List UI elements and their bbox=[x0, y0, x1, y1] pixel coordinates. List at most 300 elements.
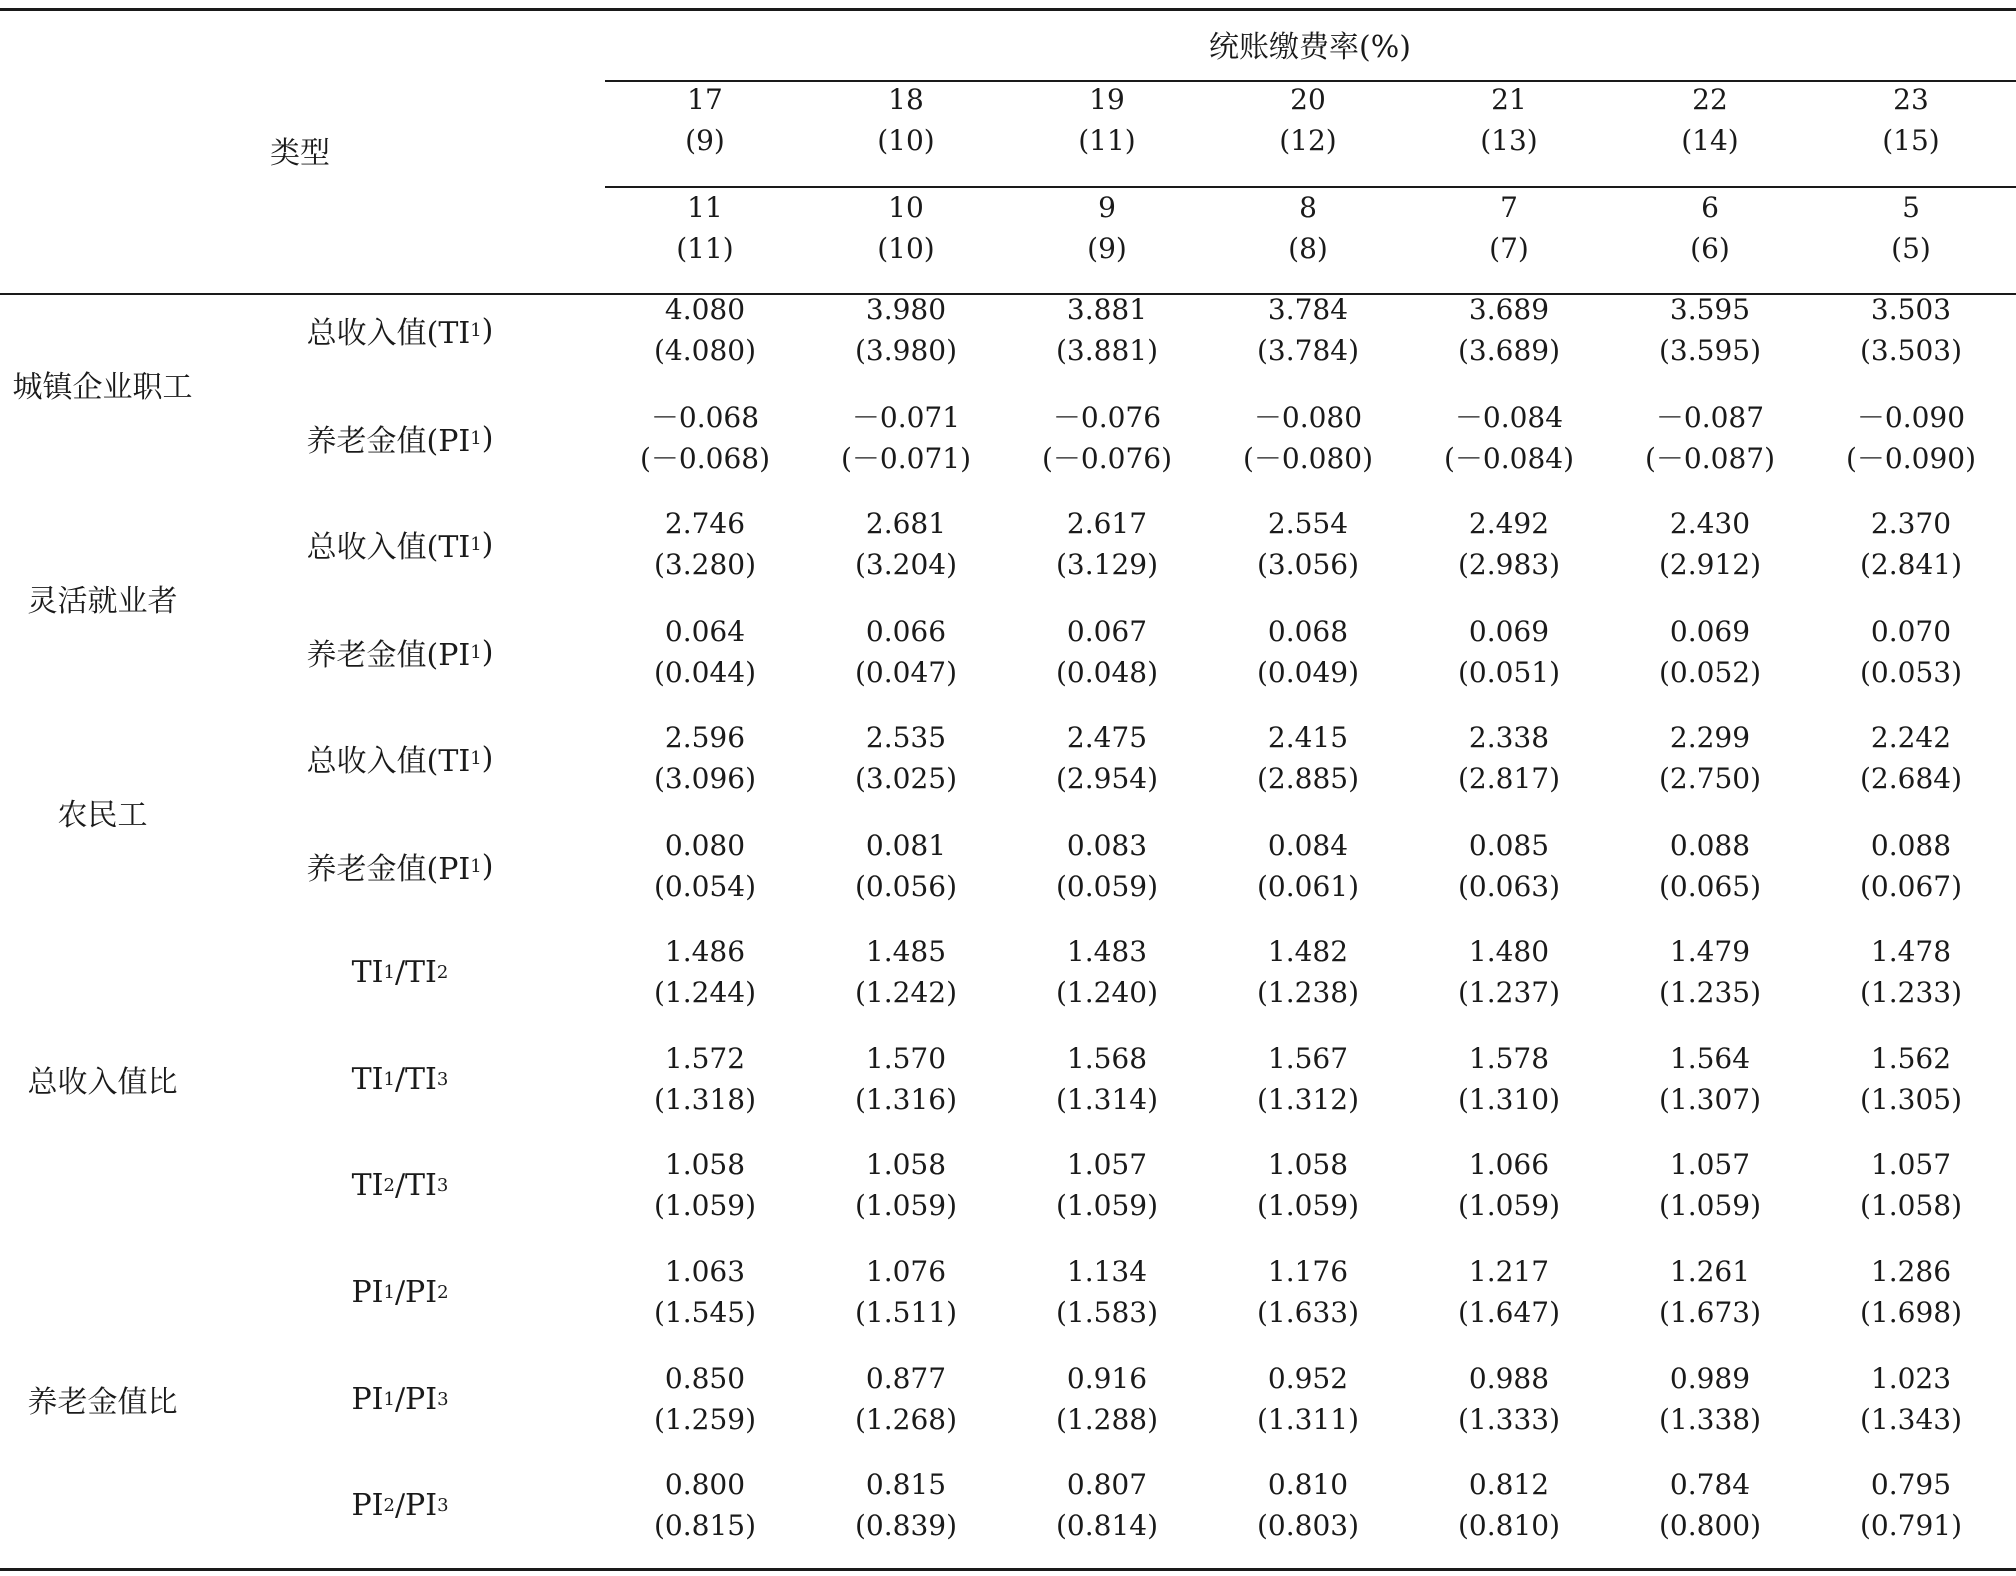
row-label: 养老金值(PI 1 ) bbox=[306, 634, 494, 673]
data-cell-value: 1.486 bbox=[664, 935, 746, 968]
data-cell bbox=[1615, 288, 1805, 372]
data-cell-paren-value: (2.983) bbox=[1457, 548, 1560, 581]
data-cell-value: 0.850 bbox=[664, 1362, 746, 1395]
data-cell-paren-value: (0.814) bbox=[1055, 1509, 1158, 1542]
data-cell bbox=[811, 1463, 1001, 1547]
data-cell bbox=[1615, 930, 1805, 1014]
data-cell bbox=[1816, 824, 2006, 908]
data-cell bbox=[811, 610, 1001, 694]
rate-header-cell-paren-value: (9) bbox=[685, 124, 725, 157]
data-cell-value: 0.877 bbox=[865, 1362, 947, 1395]
data-cell-paren-value: (1.237) bbox=[1457, 976, 1560, 1009]
rate-header-cell-value: 8 bbox=[1299, 191, 1317, 224]
rate-header-cell-value: 17 bbox=[687, 83, 723, 116]
data-cell bbox=[1213, 1037, 1403, 1121]
rate-header-cell bbox=[1012, 78, 1202, 162]
data-cell bbox=[811, 1250, 1001, 1334]
data-cell bbox=[1414, 1463, 1604, 1547]
data-cell bbox=[1414, 610, 1604, 694]
data-cell-value: 2.430 bbox=[1669, 507, 1751, 540]
data-cell bbox=[1816, 1357, 2006, 1441]
data-cell-value: 0.812 bbox=[1468, 1468, 1550, 1501]
data-cell-value: 1.478 bbox=[1870, 935, 1952, 968]
data-cell-paren-value: (0.065) bbox=[1658, 870, 1761, 903]
data-cell-value: 0.088 bbox=[1669, 829, 1751, 862]
data-cell-paren-value: (1.338) bbox=[1658, 1403, 1761, 1436]
data-cell-paren-value: (1.235) bbox=[1658, 976, 1761, 1009]
data-cell bbox=[1816, 930, 2006, 1014]
data-cell-paren-value: (3.204) bbox=[854, 548, 957, 581]
row-label: 总收入值(TI 1 ) bbox=[306, 526, 494, 565]
rate-header-cell-paren-value: (10) bbox=[877, 124, 935, 157]
data-cell-paren-value: (4.080) bbox=[653, 334, 756, 367]
data-cell bbox=[610, 824, 800, 908]
data-cell-value: 1.483 bbox=[1066, 935, 1148, 968]
data-cell-value: 0.069 bbox=[1468, 615, 1550, 648]
data-cell bbox=[1213, 716, 1403, 800]
bottom-rule bbox=[0, 1568, 2016, 1571]
data-cell-value: 0.810 bbox=[1267, 1468, 1349, 1501]
data-cell-value: 1.286 bbox=[1870, 1255, 1952, 1288]
data-cell-paren-value: (0.063) bbox=[1457, 870, 1560, 903]
data-cell-paren-value: (1.058) bbox=[1859, 1189, 1962, 1222]
data-cell-paren-value: (3.129) bbox=[1055, 548, 1158, 581]
data-cell bbox=[1213, 1143, 1403, 1227]
data-cell-value: 1.568 bbox=[1066, 1042, 1148, 1075]
data-cell-paren-value: (1.059) bbox=[653, 1189, 756, 1222]
data-cell-value: 0.070 bbox=[1870, 615, 1952, 648]
data-cell bbox=[1012, 1143, 1202, 1227]
rate-header-cell-value: 20 bbox=[1290, 83, 1326, 116]
group-label: 总收入值比 bbox=[27, 1064, 178, 1100]
data-cell-paren-value: (0.053) bbox=[1859, 656, 1962, 689]
data-cell-paren-value: (3.096) bbox=[653, 762, 756, 795]
data-cell bbox=[1213, 610, 1403, 694]
data-cell-paren-value: (1.314) bbox=[1055, 1083, 1158, 1116]
data-cell bbox=[1414, 502, 1604, 586]
data-cell bbox=[811, 1037, 1001, 1121]
data-cell-value: 0.080 bbox=[664, 829, 746, 862]
row-label: PI 2 /PI 3 bbox=[351, 1487, 449, 1523]
data-cell-paren-value: (1.240) bbox=[1055, 976, 1158, 1009]
data-cell-value: 1.562 bbox=[1870, 1042, 1952, 1075]
rate-header-cell bbox=[1213, 186, 1403, 270]
data-cell-paren-value: (3.784) bbox=[1256, 334, 1359, 367]
data-cell-paren-value: (1.583) bbox=[1055, 1296, 1158, 1329]
rate-header-cell-value: 21 bbox=[1491, 83, 1527, 116]
data-cell bbox=[610, 502, 800, 586]
group-label: 灵活就业者 bbox=[27, 584, 178, 619]
data-cell bbox=[1615, 610, 1805, 694]
data-cell bbox=[811, 502, 1001, 586]
data-cell-paren-value: (－0.080) bbox=[1242, 442, 1373, 475]
data-cell bbox=[1414, 716, 1604, 800]
data-cell-paren-value: (3.280) bbox=[653, 548, 756, 581]
data-cell bbox=[1816, 1463, 2006, 1547]
rate-header-cell-paren-value: (11) bbox=[1078, 124, 1136, 157]
data-cell bbox=[1414, 930, 1604, 1014]
data-cell-value: 0.088 bbox=[1870, 829, 1952, 862]
rate-header-cell bbox=[1213, 78, 1403, 162]
data-cell bbox=[1615, 1250, 1805, 1334]
data-cell-paren-value: (0.803) bbox=[1256, 1509, 1359, 1542]
rate-header-cell-value: 10 bbox=[888, 191, 924, 224]
data-cell-value: 0.988 bbox=[1468, 1362, 1550, 1395]
data-cell bbox=[1615, 396, 1805, 480]
data-cell-paren-value: (0.054) bbox=[653, 870, 756, 903]
data-cell bbox=[1615, 716, 1805, 800]
data-cell-value: 2.535 bbox=[865, 721, 947, 754]
data-cell-value: 2.617 bbox=[1066, 507, 1148, 540]
data-cell bbox=[811, 1357, 1001, 1441]
data-cell-value: －0.090 bbox=[1856, 401, 1966, 434]
data-cell-paren-value: (1.233) bbox=[1859, 976, 1962, 1009]
data-cell-paren-value: (0.056) bbox=[854, 870, 957, 903]
row-label: PI 1 /PI 3 bbox=[351, 1381, 449, 1417]
data-cell-value: 0.815 bbox=[865, 1468, 947, 1501]
data-cell-paren-value: (2.912) bbox=[1658, 548, 1761, 581]
data-cell bbox=[811, 716, 1001, 800]
data-cell bbox=[610, 288, 800, 372]
rate-header-cell-paren-value: (9) bbox=[1087, 232, 1127, 265]
data-cell-value: 2.596 bbox=[664, 721, 746, 754]
data-cell-value: 3.784 bbox=[1267, 293, 1349, 326]
data-cell bbox=[1816, 716, 2006, 800]
data-cell-paren-value: (0.061) bbox=[1256, 870, 1359, 903]
data-cell-value: －0.068 bbox=[650, 401, 760, 434]
data-cell bbox=[610, 1037, 800, 1121]
rate-header-cell bbox=[1414, 186, 1604, 270]
data-cell-paren-value: (1.059) bbox=[1658, 1189, 1761, 1222]
data-cell bbox=[1816, 1143, 2006, 1227]
rate-header-cell-paren-value: (12) bbox=[1279, 124, 1337, 157]
data-cell-paren-value: (－0.071) bbox=[840, 442, 971, 475]
data-cell-paren-value: (1.059) bbox=[1457, 1189, 1560, 1222]
data-cell-paren-value: (1.545) bbox=[653, 1296, 756, 1329]
data-cell bbox=[1213, 502, 1403, 586]
rate-header-cell-paren-value: (10) bbox=[877, 232, 935, 265]
data-cell-paren-value: (1.633) bbox=[1256, 1296, 1359, 1329]
data-cell-value: 1.057 bbox=[1669, 1148, 1751, 1181]
data-cell-value: 0.916 bbox=[1066, 1362, 1148, 1395]
data-cell-value: 2.681 bbox=[865, 507, 947, 540]
data-cell-paren-value: (－0.090) bbox=[1845, 442, 1976, 475]
data-cell bbox=[1816, 502, 2006, 586]
row-label: 养老金值(PI 1 ) bbox=[306, 420, 494, 459]
data-cell bbox=[1213, 824, 1403, 908]
data-cell-paren-value: (1.316) bbox=[854, 1083, 957, 1116]
data-cell-paren-value: (2.841) bbox=[1859, 548, 1962, 581]
data-cell bbox=[610, 930, 800, 1014]
data-cell-value: 3.595 bbox=[1669, 293, 1751, 326]
data-cell-paren-value: (0.800) bbox=[1658, 1509, 1761, 1542]
rate-header-cell bbox=[1816, 78, 2006, 162]
data-cell bbox=[1213, 1250, 1403, 1334]
data-cell-paren-value: (1.343) bbox=[1859, 1403, 1962, 1436]
data-cell-paren-value: (－0.068) bbox=[639, 442, 770, 475]
rate-header-cell-paren-value: (15) bbox=[1882, 124, 1940, 157]
data-cell-paren-value: (0.044) bbox=[653, 656, 756, 689]
data-cell-value: 1.066 bbox=[1468, 1148, 1550, 1181]
row-label: PI 1 /PI 2 bbox=[351, 1274, 449, 1310]
group-label: 农民工 bbox=[57, 798, 148, 833]
data-cell-paren-value: (1.511) bbox=[854, 1296, 957, 1329]
rate-header-cell-paren-value: (5) bbox=[1891, 232, 1931, 265]
data-cell-value: 1.480 bbox=[1468, 935, 1550, 968]
data-cell-value: －0.076 bbox=[1052, 401, 1162, 434]
data-cell-value: 2.370 bbox=[1870, 507, 1952, 540]
data-cell bbox=[1213, 1463, 1403, 1547]
rate-header-cell-value: 6 bbox=[1701, 191, 1719, 224]
data-cell-paren-value: (1.698) bbox=[1859, 1296, 1962, 1329]
data-cell-value: 2.242 bbox=[1870, 721, 1952, 754]
data-cell-value: 1.570 bbox=[865, 1042, 947, 1075]
data-cell bbox=[610, 716, 800, 800]
data-cell-value: 0.064 bbox=[664, 615, 746, 648]
data-cell-paren-value: (1.311) bbox=[1256, 1403, 1359, 1436]
data-cell-value: 0.800 bbox=[664, 1468, 746, 1501]
data-cell bbox=[1816, 1037, 2006, 1121]
data-cell-paren-value: (1.259) bbox=[653, 1403, 756, 1436]
data-cell-value: 3.881 bbox=[1066, 293, 1148, 326]
data-cell-value: 2.492 bbox=[1468, 507, 1550, 540]
data-cell bbox=[1213, 288, 1403, 372]
rate-header-cell bbox=[811, 78, 1001, 162]
data-cell bbox=[1615, 824, 1805, 908]
data-cell-paren-value: (0.810) bbox=[1457, 1509, 1560, 1542]
data-cell bbox=[1012, 1357, 1202, 1441]
data-cell bbox=[1213, 396, 1403, 480]
rate-header-cell-paren-value: (14) bbox=[1681, 124, 1739, 157]
data-cell-value: 1.063 bbox=[664, 1255, 746, 1288]
rate-header-cell bbox=[811, 186, 1001, 270]
data-cell-value: －0.080 bbox=[1253, 401, 1363, 434]
data-cell-value: 0.081 bbox=[865, 829, 947, 862]
data-cell-paren-value: (2.684) bbox=[1859, 762, 1962, 795]
data-cell-paren-value: (1.238) bbox=[1256, 976, 1359, 1009]
data-cell-paren-value: (1.059) bbox=[854, 1189, 957, 1222]
group-label: 养老金值比 bbox=[27, 1384, 178, 1420]
data-cell bbox=[1012, 610, 1202, 694]
data-cell-paren-value: (1.244) bbox=[653, 976, 756, 1009]
data-cell bbox=[1414, 1357, 1604, 1441]
data-cell bbox=[811, 1143, 1001, 1227]
data-cell-paren-value: (3.881) bbox=[1055, 334, 1158, 367]
data-cell-paren-value: (3.025) bbox=[854, 762, 957, 795]
data-cell bbox=[1012, 1037, 1202, 1121]
data-cell-paren-value: (1.059) bbox=[1256, 1189, 1359, 1222]
data-cell-paren-value: (0.052) bbox=[1658, 656, 1761, 689]
data-cell bbox=[1615, 502, 1805, 586]
rate-header-cell bbox=[610, 78, 800, 162]
data-cell bbox=[1012, 824, 1202, 908]
data-cell-value: 1.134 bbox=[1066, 1255, 1148, 1288]
data-cell-value: 0.069 bbox=[1669, 615, 1751, 648]
data-cell bbox=[1816, 610, 2006, 694]
rate-header-cell-value: 22 bbox=[1692, 83, 1728, 116]
rate-header-cell-value: 19 bbox=[1089, 83, 1125, 116]
data-cell-value: 0.952 bbox=[1267, 1362, 1349, 1395]
data-cell-value: 1.057 bbox=[1066, 1148, 1148, 1181]
data-cell bbox=[811, 824, 1001, 908]
data-cell-value: 0.068 bbox=[1267, 615, 1349, 648]
data-cell-value: 1.261 bbox=[1669, 1255, 1751, 1288]
rate-header-cell bbox=[1012, 186, 1202, 270]
data-cell bbox=[610, 1143, 800, 1227]
data-cell-value: 2.338 bbox=[1468, 721, 1550, 754]
row-label: 总收入值(TI 1 ) bbox=[306, 312, 494, 351]
data-cell-value: 0.066 bbox=[865, 615, 947, 648]
data-cell-value: －0.087 bbox=[1655, 401, 1765, 434]
data-cell-value: 1.057 bbox=[1870, 1148, 1952, 1181]
data-cell-value: 3.689 bbox=[1468, 293, 1550, 326]
data-cell-paren-value: (3.056) bbox=[1256, 548, 1359, 581]
data-cell-paren-value: (3.595) bbox=[1658, 334, 1761, 367]
rate-header-cell-value: 7 bbox=[1500, 191, 1518, 224]
data-cell-paren-value: (0.791) bbox=[1859, 1509, 1962, 1542]
data-cell bbox=[610, 1250, 800, 1334]
data-cell bbox=[1012, 930, 1202, 1014]
data-cell-paren-value: (2.817) bbox=[1457, 762, 1560, 795]
data-cell-value: 1.076 bbox=[865, 1255, 947, 1288]
rate-header-cell bbox=[1615, 186, 1805, 270]
data-cell-value: 0.795 bbox=[1870, 1468, 1952, 1501]
data-cell-paren-value: (1.310) bbox=[1457, 1083, 1560, 1116]
data-cell-value: 2.746 bbox=[664, 507, 746, 540]
data-cell-paren-value: (3.503) bbox=[1859, 334, 1962, 367]
row-label: TI 1 /TI 3 bbox=[351, 1061, 449, 1097]
data-cell bbox=[610, 1357, 800, 1441]
data-cell-value: 2.299 bbox=[1669, 721, 1751, 754]
row-label: 总收入值(TI 1 ) bbox=[306, 740, 494, 779]
rate-header-cell-value: 5 bbox=[1902, 191, 1920, 224]
data-cell-paren-value: (1.305) bbox=[1859, 1083, 1962, 1116]
top-rule bbox=[0, 8, 2016, 11]
data-cell-paren-value: (0.049) bbox=[1256, 656, 1359, 689]
data-cell bbox=[610, 396, 800, 480]
data-cell-paren-value: (0.067) bbox=[1859, 870, 1962, 903]
data-cell bbox=[1012, 396, 1202, 480]
data-cell-paren-value: (－0.076) bbox=[1041, 442, 1172, 475]
data-cell-value: －0.071 bbox=[851, 401, 961, 434]
data-cell-paren-value: (0.815) bbox=[653, 1509, 756, 1542]
data-cell-paren-value: (1.059) bbox=[1055, 1189, 1158, 1222]
rate-header-cell-paren-value: (13) bbox=[1480, 124, 1538, 157]
data-cell-value: 1.176 bbox=[1267, 1255, 1349, 1288]
rate-header-cell-paren-value: (8) bbox=[1288, 232, 1328, 265]
data-cell-paren-value: (2.885) bbox=[1256, 762, 1359, 795]
group-label: 城镇企业职工 bbox=[12, 370, 193, 405]
data-cell bbox=[1414, 1037, 1604, 1121]
data-cell-value: 1.023 bbox=[1870, 1362, 1952, 1395]
data-cell bbox=[1615, 1143, 1805, 1227]
rate-header-cell bbox=[610, 186, 800, 270]
rate-header-cell-paren-value: (6) bbox=[1690, 232, 1730, 265]
data-cell-value: 1.058 bbox=[664, 1148, 746, 1181]
data-cell bbox=[1615, 1357, 1805, 1441]
rate-header-cell bbox=[1816, 186, 2006, 270]
rate-header-cell-paren-value: (11) bbox=[676, 232, 734, 265]
data-cell-paren-value: (2.750) bbox=[1658, 762, 1761, 795]
data-cell bbox=[1816, 396, 2006, 480]
data-cell-value: 1.485 bbox=[865, 935, 947, 968]
data-cell-paren-value: (2.954) bbox=[1055, 762, 1158, 795]
data-cell-value: 0.085 bbox=[1468, 829, 1550, 862]
rate-header-cell-value: 18 bbox=[888, 83, 924, 116]
rate-header-cell bbox=[1414, 78, 1604, 162]
data-cell-paren-value: (1.318) bbox=[653, 1083, 756, 1116]
rate-header-cell-value: 23 bbox=[1893, 83, 1929, 116]
data-cell bbox=[1414, 1143, 1604, 1227]
data-cell-value: 2.475 bbox=[1066, 721, 1148, 754]
data-cell-paren-value: (－0.084) bbox=[1443, 442, 1574, 475]
rate-header-cell-value: 11 bbox=[687, 191, 723, 224]
data-cell-value: 3.980 bbox=[865, 293, 947, 326]
data-cell-paren-value: (0.048) bbox=[1055, 656, 1158, 689]
data-cell-paren-value: (3.980) bbox=[854, 334, 957, 367]
data-cell bbox=[1414, 824, 1604, 908]
data-cell-value: 0.067 bbox=[1066, 615, 1148, 648]
data-cell-value: 1.578 bbox=[1468, 1042, 1550, 1075]
data-cell-value: 1.217 bbox=[1468, 1255, 1550, 1288]
data-cell-value: 1.572 bbox=[664, 1042, 746, 1075]
data-cell bbox=[1816, 288, 2006, 372]
data-cell-paren-value: (1.242) bbox=[854, 976, 957, 1009]
rate-title: 统账缴费率(%) bbox=[1209, 30, 1411, 65]
data-cell bbox=[811, 288, 1001, 372]
data-cell-value: 1.482 bbox=[1267, 935, 1349, 968]
data-cell-value: 2.415 bbox=[1267, 721, 1349, 754]
data-cell-value: 1.564 bbox=[1669, 1042, 1751, 1075]
data-cell bbox=[1012, 1250, 1202, 1334]
data-cell-value: 2.554 bbox=[1267, 507, 1349, 540]
data-cell-paren-value: (0.059) bbox=[1055, 870, 1158, 903]
data-cell-paren-value: (0.839) bbox=[854, 1509, 957, 1542]
data-cell-value: －0.084 bbox=[1454, 401, 1564, 434]
data-cell-paren-value: (0.051) bbox=[1457, 656, 1560, 689]
data-cell-paren-value: (3.689) bbox=[1457, 334, 1560, 367]
data-cell bbox=[1615, 1463, 1805, 1547]
data-cell-paren-value: (1.288) bbox=[1055, 1403, 1158, 1436]
data-cell-value: 1.058 bbox=[1267, 1148, 1349, 1181]
rate-header-cell-value: 9 bbox=[1098, 191, 1116, 224]
data-cell-value: 0.084 bbox=[1267, 829, 1349, 862]
data-cell bbox=[1414, 288, 1604, 372]
data-cell bbox=[1213, 930, 1403, 1014]
data-cell bbox=[811, 930, 1001, 1014]
data-cell bbox=[1012, 502, 1202, 586]
data-cell-paren-value: (1.307) bbox=[1658, 1083, 1761, 1116]
data-cell-value: 0.989 bbox=[1669, 1362, 1751, 1395]
data-cell bbox=[1012, 288, 1202, 372]
data-cell bbox=[1012, 716, 1202, 800]
data-cell-value: 0.807 bbox=[1066, 1468, 1148, 1501]
data-cell-paren-value: (1.312) bbox=[1256, 1083, 1359, 1116]
data-cell bbox=[811, 396, 1001, 480]
data-cell-value: 3.503 bbox=[1870, 293, 1952, 326]
data-cell bbox=[1414, 396, 1604, 480]
data-cell-value: 1.479 bbox=[1669, 935, 1751, 968]
data-cell bbox=[610, 1463, 800, 1547]
row-label: TI 1 /TI 2 bbox=[351, 954, 449, 990]
data-cell-value: 4.080 bbox=[664, 293, 746, 326]
rate-header-cell-paren-value: (7) bbox=[1489, 232, 1529, 265]
row-label: TI 2 /TI 3 bbox=[351, 1167, 449, 1203]
data-cell bbox=[1615, 1037, 1805, 1121]
data-cell bbox=[1816, 1250, 2006, 1334]
data-cell-paren-value: (1.268) bbox=[854, 1403, 957, 1436]
rate-header-cell bbox=[1615, 78, 1805, 162]
